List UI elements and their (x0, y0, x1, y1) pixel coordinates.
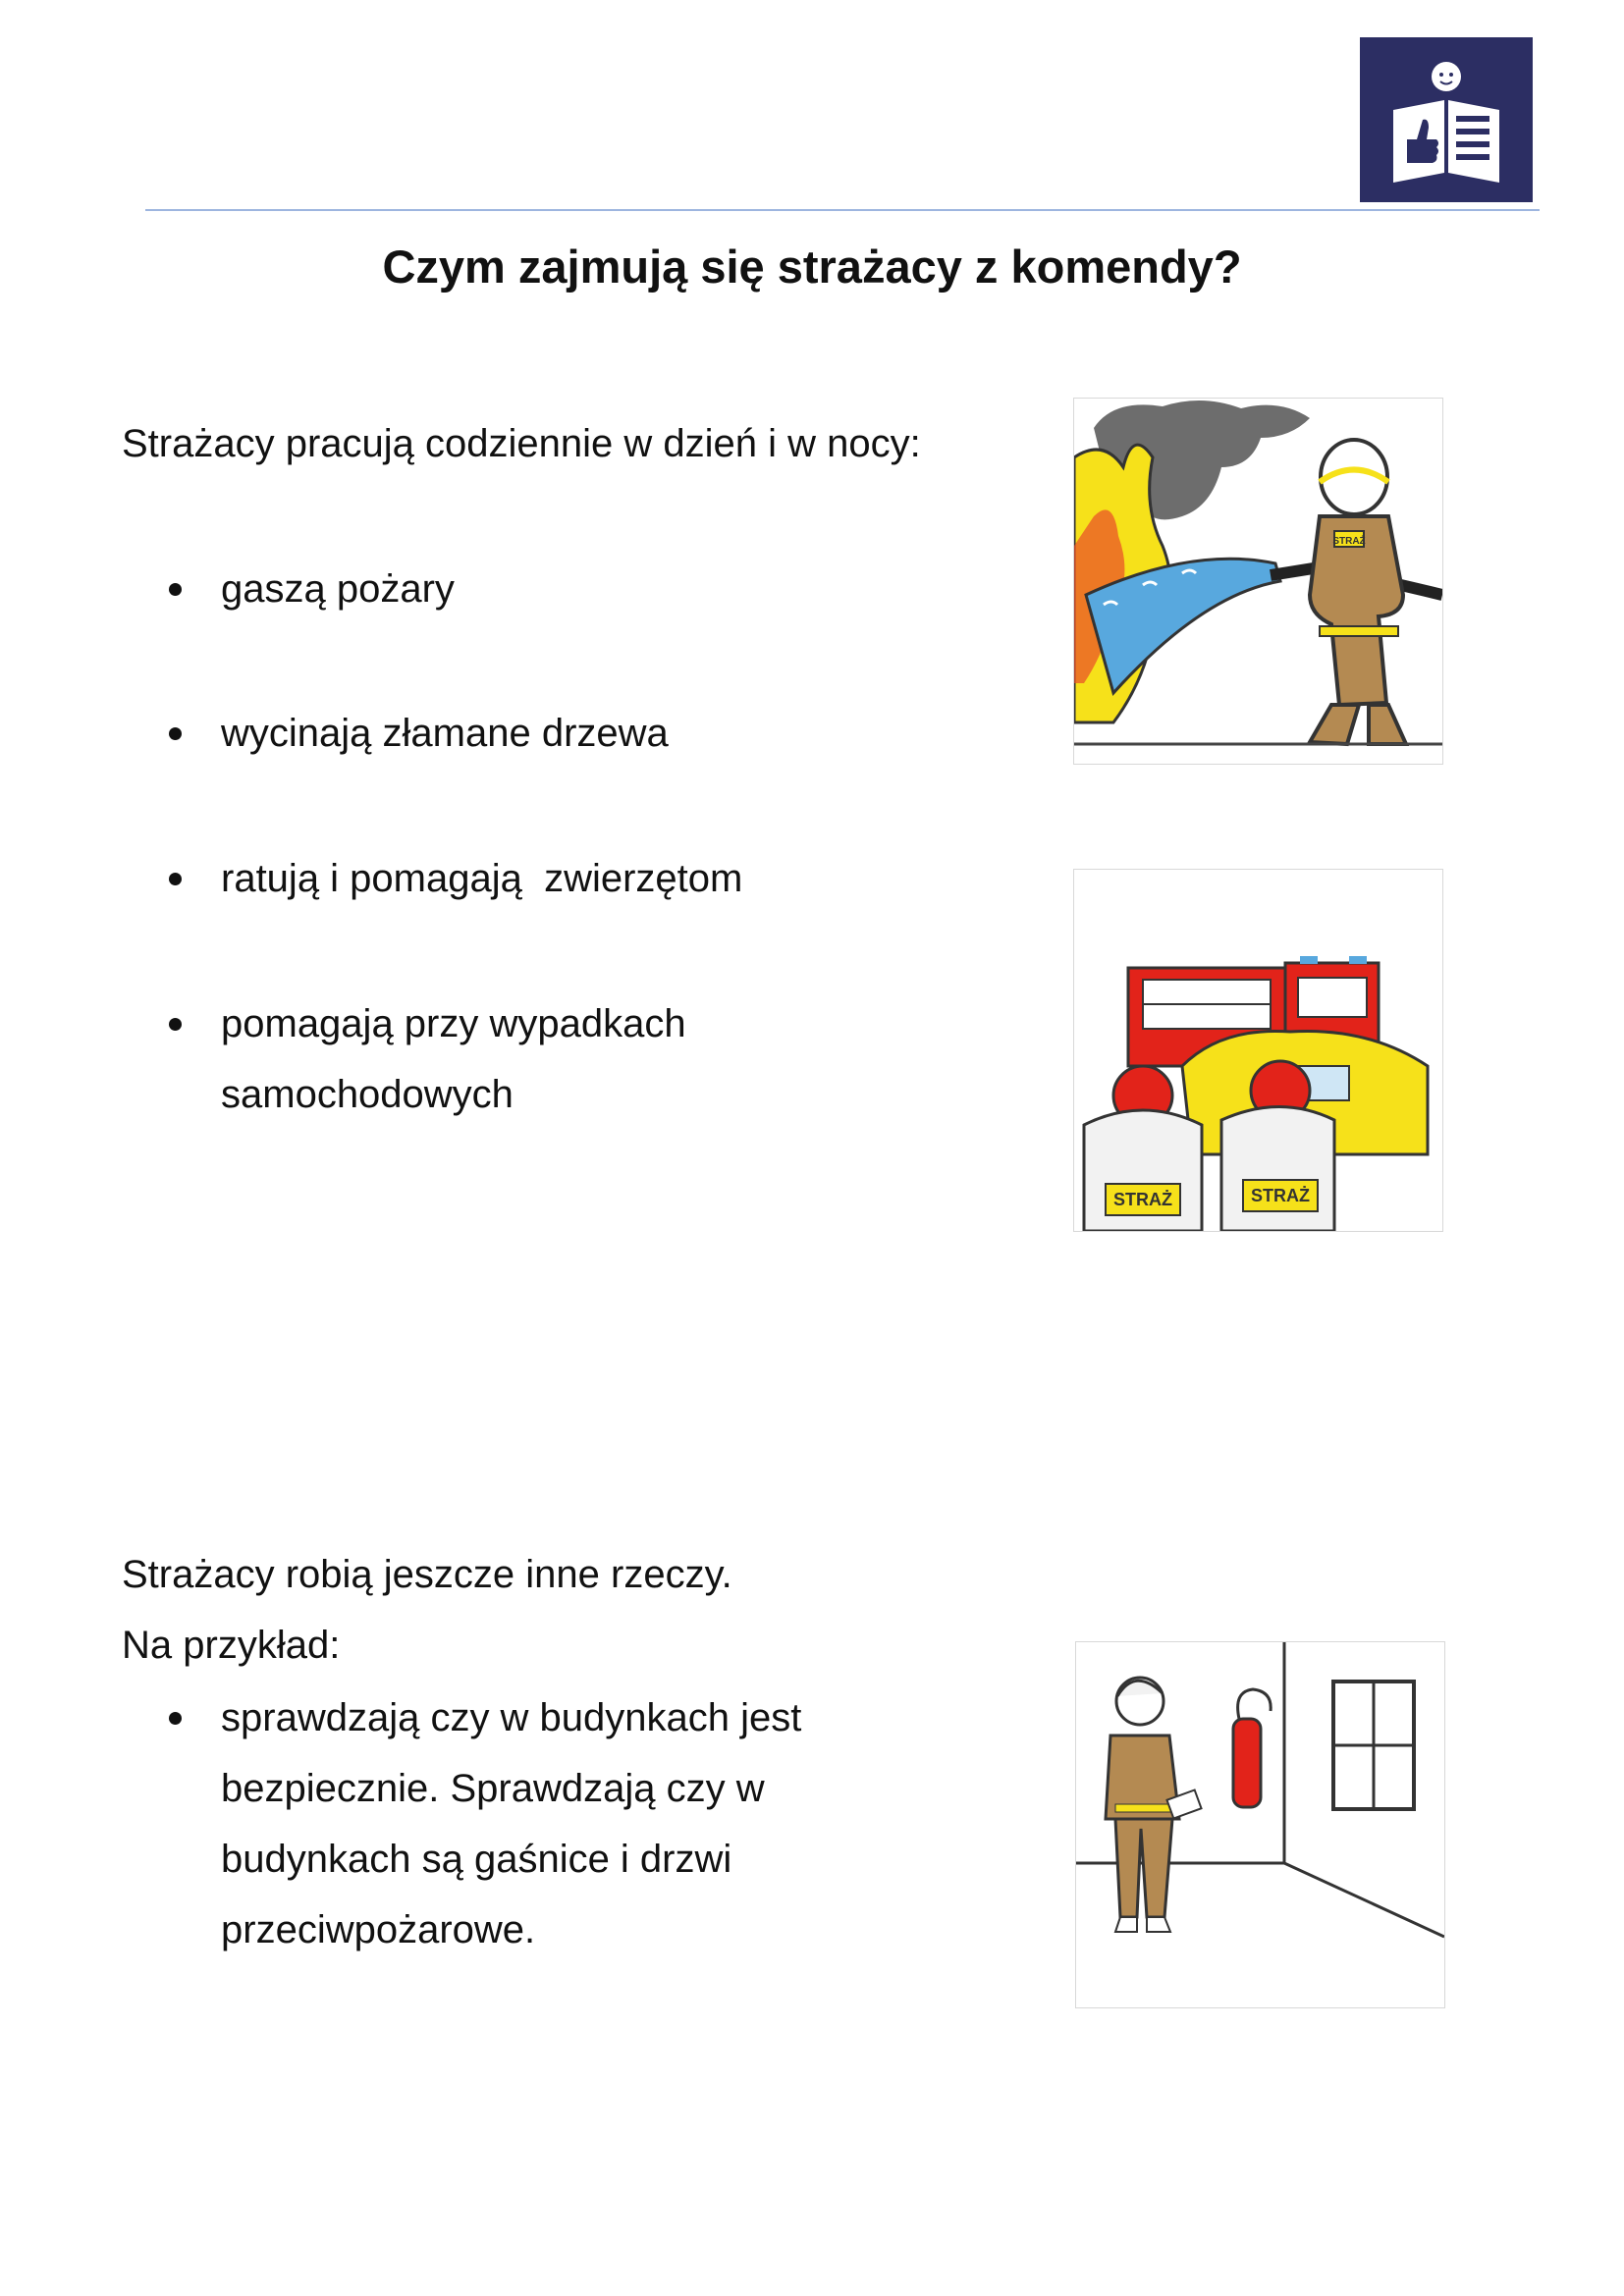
car-accident-rescue-illustration (1073, 869, 1443, 1232)
page-title: Czym zajmują się strażacy z komendy? (382, 240, 1242, 293)
firefighter-extinguishing-fire-illustration (1073, 398, 1443, 765)
bullet-icon (169, 1018, 182, 1031)
bullet-icon (169, 583, 182, 596)
section2-example-label: Na przykład: (122, 1624, 341, 1667)
section1-intro: Strażacy pracują codziennie w dzień i w nocy: (122, 422, 921, 465)
reader-thumbs-up-icon (1360, 37, 1533, 202)
header-divider (145, 209, 1540, 211)
easy-to-read-logo (1360, 37, 1533, 202)
svg-text:STRAŻ: STRAŻ (1251, 1186, 1310, 1205)
bullet-icon (169, 873, 182, 885)
bullet-icon (169, 1712, 182, 1725)
svg-text:STRAŻ: STRAŻ (1332, 536, 1366, 547)
section2-intro: Strażacy robią jeszcze inne rzeczy. (122, 1553, 732, 1596)
bullet-icon (169, 727, 182, 740)
svg-text:STRAŻ: STRAŻ (1113, 1190, 1172, 1209)
fire-safety-inspection-illustration (1075, 1641, 1445, 2008)
